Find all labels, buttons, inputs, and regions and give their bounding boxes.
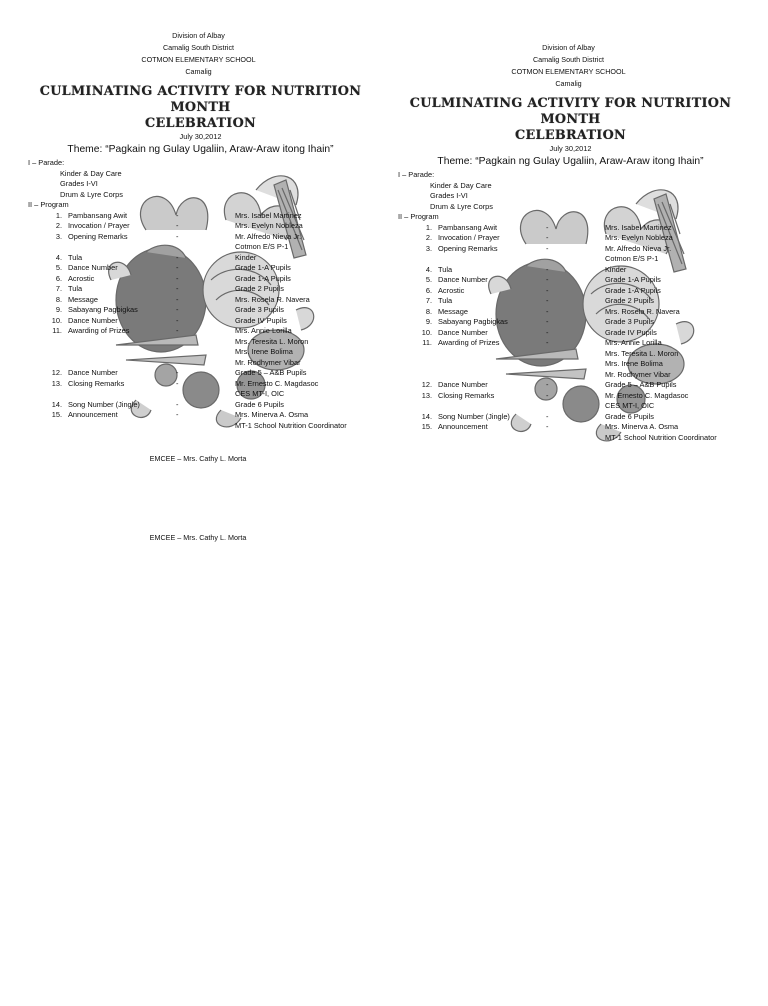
item-number: 6. (425, 285, 432, 295)
item-performer-line2: Cotmon E/S P-1 (605, 254, 659, 263)
item-number: 3. (55, 231, 62, 241)
parade-item: Grades I-VI (60, 179, 98, 188)
item-dash: - (546, 306, 549, 316)
item-name: Closing Remarks (68, 378, 125, 388)
emcee-label-left-top: EMCEE – Mrs. Cathy L. Morta (149, 454, 247, 463)
item-number: 7. (425, 296, 432, 305)
program-row-continued (28, 347, 373, 358)
item-dash: - (176, 210, 179, 220)
program-row (28, 284, 373, 295)
program-row-continued (28, 358, 373, 369)
item-performer-line2: CES MT-I, OIC (605, 401, 655, 410)
program-row (28, 274, 373, 285)
item-performer-line4: Mr. Rodhymer Vibar (605, 369, 671, 379)
program-row-continued (398, 370, 743, 381)
item-name: Announcement (438, 422, 488, 431)
item-performer: Grade 5 – A&B Pupils (235, 368, 307, 377)
item-name: Acrostic (68, 273, 95, 283)
item-number: 9. (55, 305, 62, 314)
item-number: 13. (51, 378, 62, 388)
program-row (28, 410, 373, 421)
parade-heading: I – Parade: (28, 158, 65, 167)
program-row-continued (28, 421, 373, 432)
program-row (398, 328, 743, 339)
item-performer: Grade 1-A Pupils (605, 285, 661, 295)
item-name: Dance Number (438, 380, 488, 389)
item-name: Dance Number (438, 275, 488, 284)
program-row (28, 368, 373, 379)
item-name: Dance Number (68, 368, 118, 377)
item-name: Song Number (Jingle) (68, 399, 140, 409)
item-name: Song Number (Jingle) (438, 411, 510, 421)
item-number: 4. (55, 252, 62, 262)
program-row (398, 223, 743, 234)
item-number: 2. (55, 221, 62, 230)
program-row (398, 233, 743, 244)
item-dash: - (546, 380, 549, 389)
program-right (398, 42, 743, 522)
item-performer-line2: Mrs. Teresita L. Moron (235, 336, 309, 346)
item-performer: Mrs. Minerva A. Osma (235, 410, 309, 419)
item-dash: - (546, 317, 549, 326)
item-performer: Grade 2 Pupils (235, 284, 284, 293)
program-row (28, 326, 373, 337)
parade-item: Kinder & Day Care (60, 168, 122, 178)
item-number: 10. (421, 327, 432, 337)
item-number: 10. (51, 315, 62, 325)
item-dash: - (176, 305, 179, 314)
item-performer-line4: Mr. Rodhymer Vibar (235, 357, 301, 367)
item-name: Tula (68, 252, 83, 262)
program-row (28, 295, 373, 306)
program-row (398, 286, 743, 297)
school-label: COTMON ELEMENTARY SCHOOL (141, 55, 256, 64)
item-number: 7. (55, 284, 62, 293)
item-dash: - (176, 284, 179, 293)
item-name: Acrostic (438, 285, 465, 295)
program-row (398, 391, 743, 402)
item-dash: - (546, 275, 549, 284)
program-row (28, 305, 373, 316)
item-performer: Mrs. Rosela R. Navera (605, 306, 680, 316)
item-performer: Kinder (605, 264, 627, 274)
item-performer: Mr. Alfredo Nieva Jr. (235, 231, 302, 241)
item-dash: - (546, 222, 549, 232)
district-label: Camalig South District (532, 55, 605, 64)
item-number: 9. (425, 317, 432, 326)
item-performer: Mrs. Isabel Martinez (605, 222, 672, 232)
item-dash: - (546, 264, 549, 274)
title-line2: CELEBRATION (514, 128, 627, 143)
program-row-continued (398, 401, 743, 412)
program-row (398, 412, 743, 423)
program-row (398, 265, 743, 276)
item-dash: - (176, 263, 179, 272)
item-number: 2. (425, 233, 432, 242)
program-row (398, 338, 743, 349)
program-row (398, 317, 743, 328)
item-number: 15. (421, 422, 432, 431)
program-left (28, 30, 373, 510)
item-performer: Mrs. Rosela R. Navera (235, 294, 310, 304)
item-dash: - (546, 243, 549, 253)
item-dash: - (546, 390, 549, 400)
item-performer: Grade 3 Pupils (605, 317, 654, 326)
program-row (28, 400, 373, 411)
item-dash: - (546, 285, 549, 295)
program-row (28, 379, 373, 390)
program-row (28, 253, 373, 264)
item-name: Awarding of Prizes (438, 338, 500, 347)
item-dash: - (546, 233, 549, 242)
item-number: 6. (55, 273, 62, 283)
item-performer: Mrs. Minerva A. Osma (605, 422, 679, 431)
item-name: Message (438, 306, 468, 316)
item-name: Dance Number (438, 327, 488, 337)
document-header (394, 42, 743, 90)
item-name: Dance Number (68, 263, 118, 272)
item-dash: - (176, 273, 179, 283)
item-name: Pambansang Awit (68, 210, 128, 220)
item-number: 14. (421, 411, 432, 421)
item-number: 1. (55, 210, 62, 220)
item-number: 14. (51, 399, 62, 409)
item-performer: Mr. Alfredo Nieva Jr. (605, 243, 672, 253)
item-number: 3. (425, 243, 432, 253)
item-name: Tula (68, 284, 83, 293)
item-dash: - (546, 411, 549, 421)
division-label: Division of Albay (542, 43, 595, 52)
item-performer-line2: CES MT-I, OIC (235, 389, 285, 398)
item-name: Dance Number (68, 315, 118, 325)
item-name: Closing Remarks (438, 390, 495, 400)
district-label: Camalig South District (162, 43, 235, 52)
title-line1: CULMINATING ACTIVITY FOR NUTRITION MONTH (409, 96, 732, 127)
parade-heading: I – Parade: (398, 170, 435, 179)
program-row (398, 275, 743, 286)
item-dash: - (176, 399, 179, 409)
program-row-continued (28, 337, 373, 348)
item-number: 12. (421, 380, 432, 389)
item-performer: Kinder (235, 252, 257, 262)
program-row (28, 221, 373, 232)
program-row (28, 263, 373, 274)
item-performer: Mr. Ernesto C. Magdasoc (605, 390, 689, 400)
item-performer: Mr. Ernesto C. Magdasoc (235, 378, 319, 388)
item-number: 11. (422, 338, 432, 347)
item-name: Opening Remarks (438, 243, 498, 253)
event-date: July 30,2012 (549, 144, 592, 153)
program-heading: II – Program (28, 200, 69, 209)
item-name: Tula (438, 296, 453, 305)
parade-item: Drum & Lyre Corps (60, 189, 123, 199)
theme: Theme: “Pagkain ng Gulay Ugaliin, Araw-Araw itong Ihain” (67, 144, 334, 155)
item-number: 5. (425, 275, 432, 284)
program-row-continued (398, 349, 743, 360)
parade-item: Kinder & Day Care (430, 180, 492, 190)
program-row (398, 296, 743, 307)
item-name: Invocation / Prayer (68, 221, 130, 230)
title-line2: CELEBRATION (144, 116, 257, 131)
program-row (398, 244, 743, 255)
item-name: Sabayang Pagbigkas (68, 305, 138, 314)
item-performer-line3: Mrs. Irene Bolima (605, 359, 663, 368)
item-performer: Grade 1-A Pupils (605, 275, 661, 284)
program-row (398, 380, 743, 391)
item-performer-line2: MT-1 School Nutrition Coordinator (605, 432, 717, 442)
item-performer-line2: Mrs. Teresita L. Moron (605, 348, 679, 358)
item-performer-line3: Mrs. Irene Bolima (235, 347, 293, 356)
item-name: Tula (438, 264, 453, 274)
item-performer: Grade IV Pupils (605, 327, 657, 337)
program-row (398, 307, 743, 318)
item-dash: - (176, 231, 179, 241)
town-label: Camalig (185, 67, 212, 76)
document-header (24, 30, 373, 78)
item-performer: Mrs. Isabel Martinez (235, 210, 302, 220)
school-label: COTMON ELEMENTARY SCHOOL (511, 67, 626, 76)
item-dash: - (176, 221, 179, 230)
emcee-label-left-bottom: EMCEE – Mrs. Cathy L. Morta (149, 533, 247, 542)
item-dash: - (546, 422, 549, 431)
item-performer: Grade 2 Pupils (605, 296, 654, 305)
item-performer: Mrs. Annie Lorilla (605, 338, 662, 347)
item-performer: Mrs. Evelyn Nobleza (605, 233, 673, 242)
item-name: Invocation / Prayer (438, 233, 500, 242)
item-dash: - (176, 410, 179, 419)
division-label: Division of Albay (172, 31, 225, 40)
item-dash: - (176, 315, 179, 325)
program-row-continued (28, 389, 373, 400)
item-performer-line2: Cotmon E/S P-1 (235, 242, 289, 251)
program-row (398, 422, 743, 433)
item-dash: - (176, 294, 179, 304)
item-number: 11. (52, 326, 62, 335)
event-date: July 30,2012 (179, 132, 222, 141)
item-performer: Grade 5 – A&B Pupils (605, 380, 677, 389)
item-name: Opening Remarks (68, 231, 128, 241)
item-name: Message (68, 294, 98, 304)
item-dash: - (546, 327, 549, 337)
item-dash: - (176, 326, 179, 335)
town-label: Camalig (555, 79, 582, 88)
item-performer: Grade 3 Pupils (235, 305, 284, 314)
item-performer: Mrs. Evelyn Nobleza (235, 221, 303, 230)
item-dash: - (546, 338, 549, 347)
item-performer: Grade IV Pupils (235, 315, 287, 325)
program-row (28, 232, 373, 243)
item-dash: - (176, 368, 179, 377)
item-performer: Grade 1-A Pupils (235, 263, 291, 272)
item-name: Sabayang Pagbigkas (438, 317, 508, 326)
item-performer-line2: MT-1 School Nutrition Coordinator (235, 420, 347, 430)
item-number: 13. (421, 390, 432, 400)
program-row-continued (398, 254, 743, 265)
item-dash: - (176, 378, 179, 388)
theme: Theme: “Pagkain ng Gulay Ugaliin, Araw-Araw itong Ihain” (437, 156, 704, 167)
program-heading: II – Program (398, 212, 439, 221)
program-row-continued (28, 242, 373, 253)
parade-item: Drum & Lyre Corps (430, 201, 493, 211)
program-row-continued (398, 433, 743, 444)
item-number: 4. (425, 264, 432, 274)
title-line1: CULMINATING ACTIVITY FOR NUTRITION MONTH (39, 84, 362, 115)
item-performer: Grade 6 Pupils (235, 399, 284, 409)
item-number: 15. (51, 410, 62, 419)
item-dash: - (546, 296, 549, 305)
item-performer: Grade 6 Pupils (605, 411, 654, 421)
item-dash: - (176, 252, 179, 262)
item-number: 5. (55, 263, 62, 272)
parade-item: Grades I-VI (430, 191, 468, 200)
item-number: 1. (425, 222, 432, 232)
program-row-continued (398, 359, 743, 370)
item-number: 8. (425, 306, 432, 316)
item-performer: Grade 1-A Pupils (235, 273, 291, 283)
item-number: 12. (51, 368, 62, 377)
program-row (28, 211, 373, 222)
item-name: Awarding of Prizes (68, 326, 130, 335)
item-name: Announcement (68, 410, 118, 419)
item-performer: Mrs. Annie Lorilla (235, 326, 292, 335)
item-name: Pambansang Awit (438, 222, 498, 232)
item-number: 8. (55, 294, 62, 304)
program-row (28, 316, 373, 327)
